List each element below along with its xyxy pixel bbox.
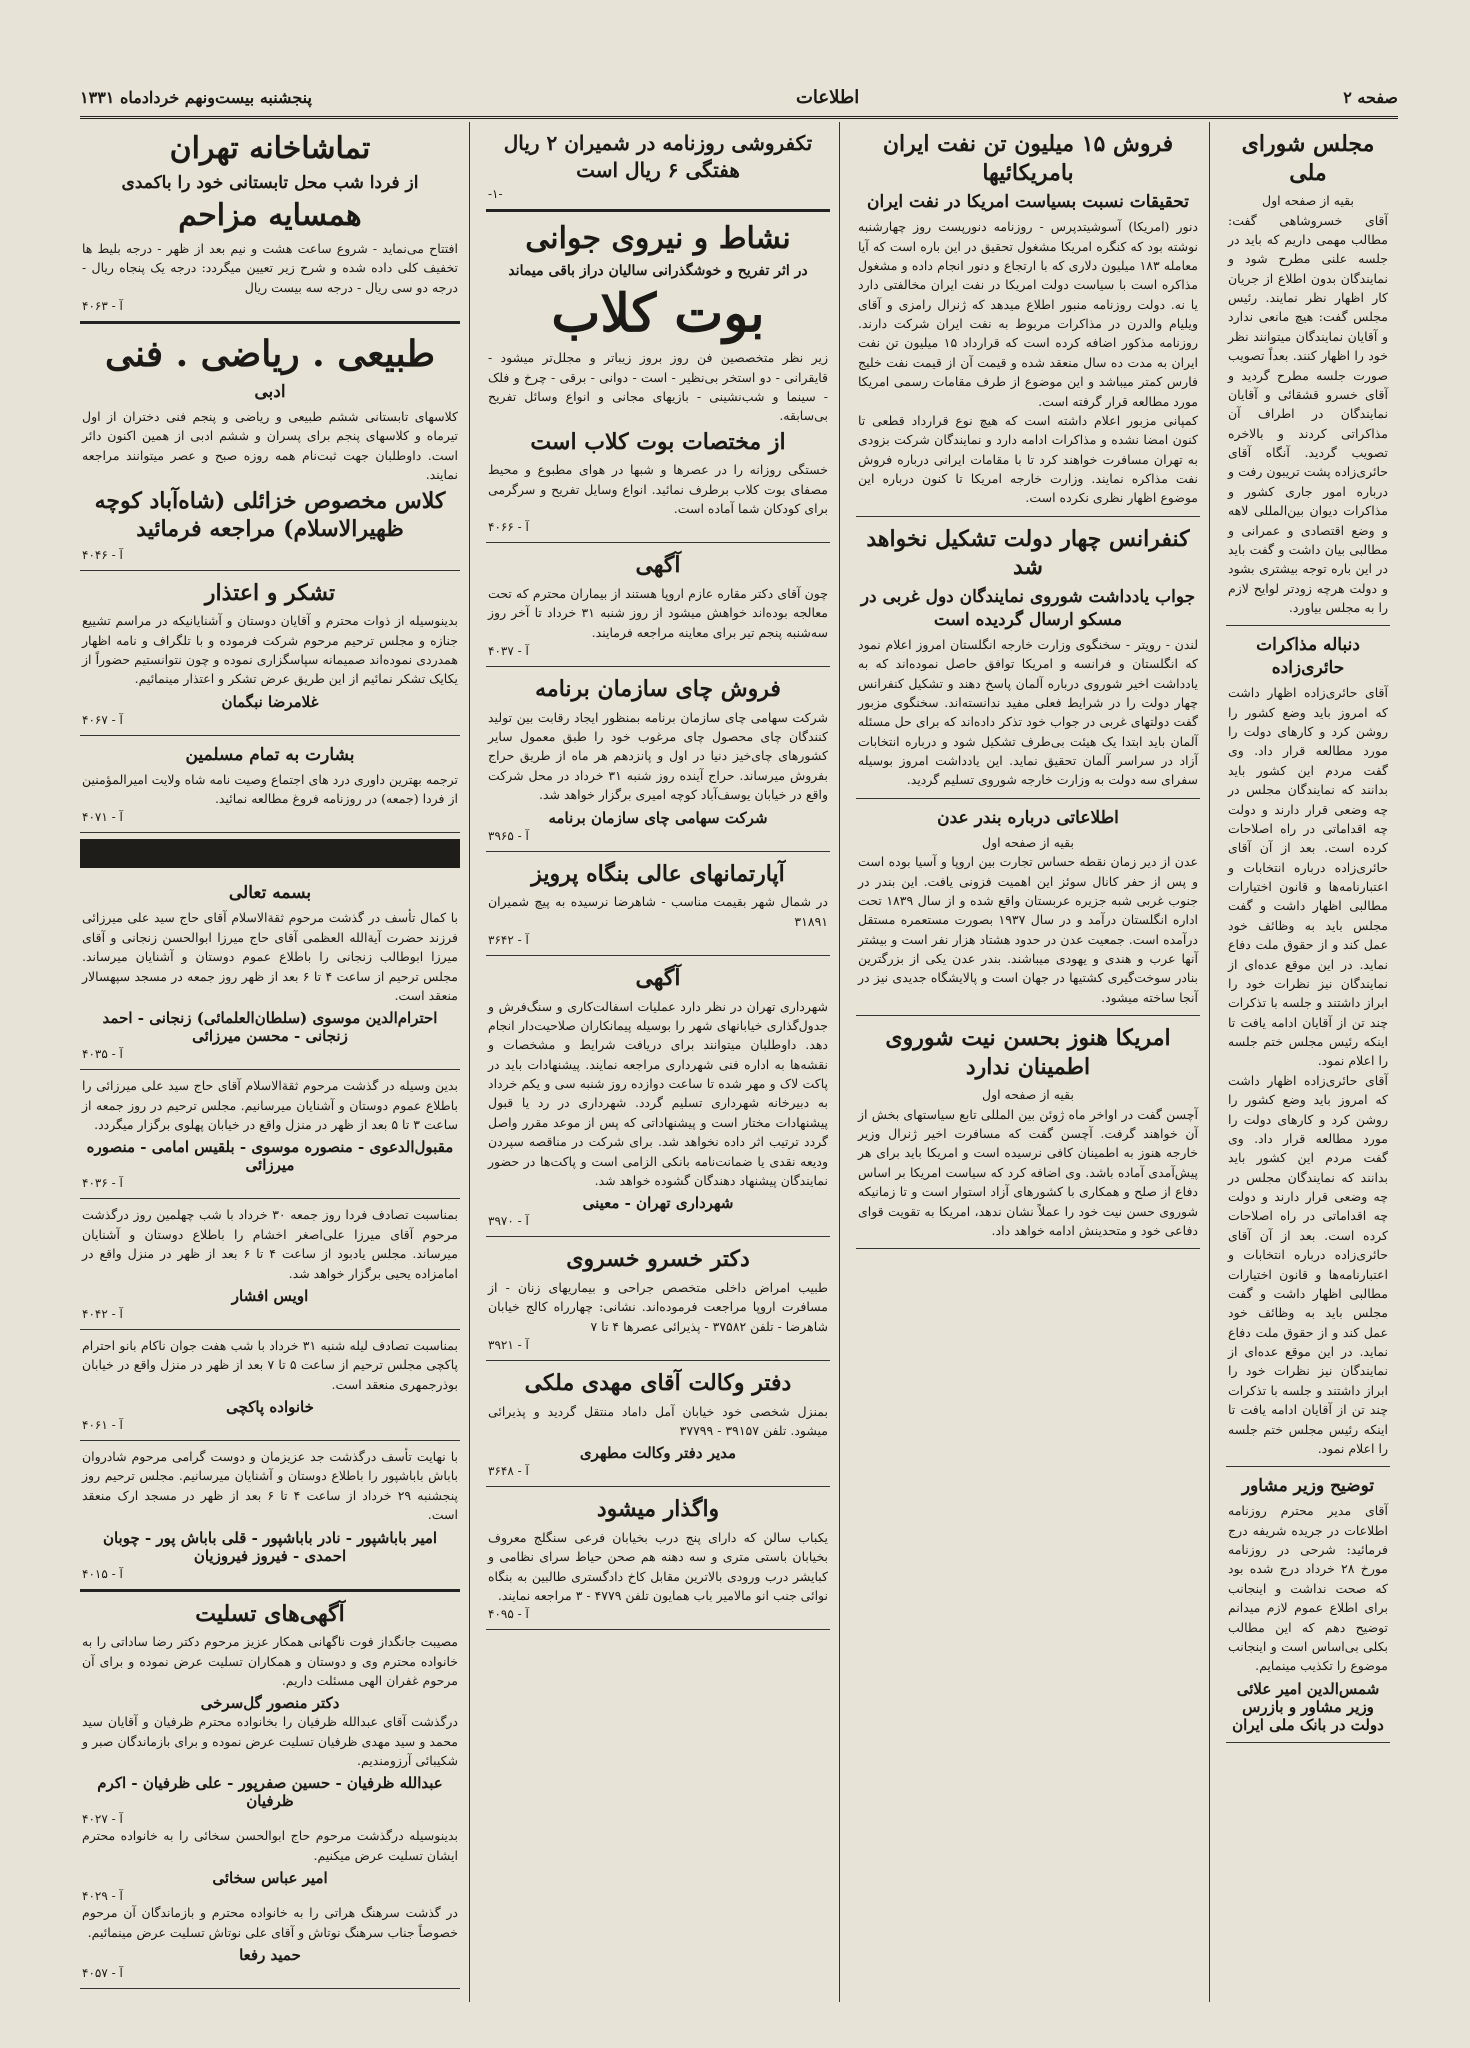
- boot-sub: در اثر تفریح و خوشگذرانی سالیان دراز باقی میماند: [508, 262, 808, 279]
- mourn-title: بسمه تعالی: [228, 883, 312, 904]
- theater-sub: از فردا شب محل تابستانی خود را باکمدی: [121, 172, 419, 193]
- news-code: آ - ۴۰۷۱: [82, 810, 123, 825]
- conference-text: لندن - رویتر - سخنگوی وزارت خارجه انگلستان امروز اعلام نمود که انگلستان و فرانسه و امریکا توافق حاصل نموده‌اند که به یادداشت اخیر شوروی درباره آلمان پاسخ دهند و تشکیل کنفرانس چهار دولت را در شرایط فعلی مفید ندانسته‌اند. سخنگوی مزبور گفت دولتهای غربی در جواب خود تذکر داده‌اند که برای حل مسئله آلمان باید ابتدا یک هیئت بی‌طرف تشکیل شود و درباره انتخابات آزاد در سراسر آلمان تحقیق نماید. این یادداشت امروز بوسیله سفرای سه دولت به وزارت خارجه شوروی تسلیم گردید.: [858, 636, 1198, 788]
- school-title: طبیعی . ریاضی . فنی: [105, 333, 435, 376]
- condolence-code-4: آ - ۴۰۵۷: [82, 1965, 123, 1980]
- condolence-code-2: آ - ۴۰۲۷: [82, 1812, 123, 1827]
- mourn2-code: آ - ۴۰۳۶: [82, 1176, 123, 1191]
- theater-text: افتتاح می‌نماید - شروع ساعت هشت و نیم بعد از ظهر - درجه بلیط ها تخفیف کلی داده شده و شرح زیر تعیین میگردد: درجه یک پنجاه ریال - درجه دو سی ریال - درجه سه بیست ریال: [82, 240, 458, 295]
- oil-subtitle: تحقیقات نسبت بسیاست امریکا در نفت ایران: [867, 192, 1189, 213]
- news-text: ترجمه بهترین داوری درد های اجتماع وصیت نامه شاه ولایت امیرالمؤمنین از فردا (جمعه) در روزنامه فروغ مطالعه نمائید.: [82, 771, 458, 807]
- page-header: [80, 82, 1398, 119]
- haeri-text: آقای حائری‌زاده اظهار داشت که امروز باید وضع کشور را روشن کرد و کارهای دولت را مورد مطالعه قرار داد. وی گفت مردم این کشور باید بدانند که نمایندگان مجلس در چه وضعی قرار دارند و دولت چه اقداماتی در راه اصلاحات کرده است. بعد از آن آقای حائری‌زاده درباره انتخابات و اعتبارنامه‌ها و قانون اختیارات مطالبی اظهار داشت و گفت مجلس باید به وظائف خود عمل کند و از حقوق ملت دفاع نماید. در این موقع عده‌ای از نمایندگان نیز نظرات خود را ابراز داشتند و جلسه با تذکرات چند تن از آقایان ادامه یافت تا اینکه رئیس مجلس ختم جلسه را اعلام نمود.: [1228, 685, 1388, 1069]
- condolence-signature-2: عبدالله ظرفیان - حسین صفرپور - علی ظرفیان - اکرم ظرفیان: [97, 1774, 443, 1811]
- school-address: کلاس مخصوص خزائلی (شاه‌آباد کوچه ظهیرالاسلام) مراجعه فرمائید: [94, 487, 446, 543]
- condolence-code-3: آ - ۴۰۲۹: [82, 1889, 123, 1904]
- doctor-title: دکتر خسرو خسروی: [566, 1246, 750, 1273]
- tea-code: آ - ۳۹۶۵: [488, 828, 529, 843]
- section-bar: [80, 839, 460, 868]
- us-soviet-title: امریکا هنوز بحسن نیت شوروی اطمینان ندارد: [885, 1025, 1171, 1080]
- aden-sub: بقیه از صفحه اول: [981, 834, 1074, 850]
- majlis-title: مجلس شورای ملی: [1241, 131, 1375, 186]
- condolence-signature-3: امیر عباس سخائی: [212, 1869, 328, 1888]
- apartment-text: در شمال شهر بقیمت مناسب - شاهرضا نرسیده به پیچ شمیران ۳۱۸۹۱: [488, 894, 828, 929]
- thanks-code: آ - ۴۰۶۷: [82, 712, 123, 727]
- tea-signature: شرکت سهامی چای سازمان برنامه: [548, 808, 768, 827]
- apartment-code: آ - ۳۶۴۲: [488, 932, 529, 947]
- issue-date: پنجشنبه بیست‌ونهم خردادماه ۱۳۳۱: [80, 87, 312, 107]
- mourn-code: آ - ۴۰۳۵: [82, 1047, 123, 1062]
- ad2-title: آگهی: [635, 964, 681, 991]
- boot-code: آ - ۴۰۶۶: [488, 520, 529, 535]
- tea-text: شرکت سهامی چای سازمان برنامه بمنظور ایجاد رقابت بین تولید کنندگان چای محصول چای مرغوب خود را طبق معمول سایر کشورهای چای‌خیز دنیا در اول و پانزدهم هر ماه از طریق حراج بفروش میرساند. حراج آینده روز شنبه ۳۱ خرداد در محل شرکت واقع در خیابان یوسف‌آباد کوچه امیری برگزار خواهد شد.: [488, 709, 828, 803]
- condolence-text-4: در گذشت سرهنگ هراتی را به خانواده محترم و بازماندگان آن مرحوم خصوصاً جناب سرهنگ نوتاش و آقای علی نوتاش تسلیت عرض مینمائیم.: [82, 1905, 458, 1940]
- rent-code: آ - ۴۰۹۵: [488, 1607, 529, 1622]
- theater-title: تماشاخانه تهران: [169, 131, 371, 166]
- column-rule: [1209, 122, 1210, 2002]
- condolence-signature-4: حمید رفعا: [239, 1945, 301, 1964]
- aden-title: اطلاعاتی درباره بندر عدن: [937, 807, 1119, 828]
- doctor-text: طبیب امراض داخلی متخصص جراحی و بیماریهای زنان - از مسافرت اروپا مراجعت فرموده‌اند. نشانی: چهارراه کالج خیابان شاهرضا - تلفن ۳۷۵۸۲ - پذیرائی عصرها ۴ تا ۷: [488, 1279, 828, 1334]
- us-soviet-sub: بقیه از صفحه اول: [981, 1087, 1074, 1103]
- boot-text: زیر نظر متخصصین فن روز بروز زیباتر و مجلل‌تر میشود - قایقرانی - دو استخر بی‌نظیر - است - دوانی - برقی - چرخ و فلک - سینما و شب‌نشینی - بازیهای مجانی و انواع وسائل تفریح بی‌سابقه.: [488, 350, 828, 424]
- boot-text-2: خستگی روزانه را در عصرها و شبها در هوای مطبوع و محیط مصفای بوت کلاب برطرف نمائید. انواع وسایل تفریح و سرگرمی برای کودکان شما آماده است.: [488, 462, 828, 517]
- doctor-code: آ - ۳۹۲۱: [488, 1338, 529, 1352]
- haeri-title: دنباله مذاکرات حائری‌زاده: [1256, 635, 1360, 679]
- oil-text-2: کمپانی مزبور اعلام داشته است که هیچ نوع قرارداد قطعی تا کنون امضا نشده و مذاکرات ادامه دارد و نمایندگان شرکت بزودی به تهران مسافرت خواهند کرد تا با مقامات ایرانی درباره فروش نفت مذاکره نمایند. وزارت خارجه امریکا تا کنون درباره این موضوع اظهار نظری نکرده است.: [858, 412, 1198, 506]
- condolence-text: مصیبت جانگداز فوت ناگهانی همکار عزیز مرحوم دکتر رضا ساداتی را به خانواده محترم وی و دوستان و همکاران تسلیت عرض نموده و برای آن مرحوم غفران الهی مسئلت داریم.: [82, 1634, 458, 1688]
- column-2: [848, 122, 1208, 2002]
- ad2-text: شهرداری تهران در نظر دارد عملیات اسفالت‌کاری و سنگ‌فرش و جدول‌گذاری خیابانهای شهر را بوسیله پیمانکاران صلاحیت‌دار انجام دهد. داوطلبان میتوانند برای دریافت شرایط و مشخصات و نقشه‌ها به اداره فنی شهرداری مراجعه نمایند. پیشنهادات باید در پاکت لاک و مهر شده تا ساعت دوازده روز شنبه سی و یکم خرداد به دبیرخانه شهرداری تسلیم گردد. شهرداری در رد یا قبول پیشنهادات مختار است و پیشنهاداتی که پس از موعد مقرر واصل گردد ترتیب اثر داده نخواهد شد. برای شرکت در مناقصه سپردن ودیعه نقدی یا ضمانت‌نامه بانکی الزامی است و پاکت‌ها در حضور نمایندگان پیشنهاد دهندگان گشوده خواهد شد.: [488, 998, 828, 1188]
- mourn5-signature: امیر باباشپور - نادر باباشپور - قلی باباش پور - چوبان احمدی - فیروز فیروزیان: [102, 1528, 438, 1565]
- conference-title: کنفرانس چهار دولت تشکیل نخواهد شد: [866, 525, 1190, 581]
- minister-text: آقای مدیر محترم روزنامه اطلاعات در جریده شریفه درج فرمائید: شرحی در روزنامه مورخ ۲۸ خرداد درج شده بود که صحت نداشت و اینجانب برای اطلاع عموم لازم میدانم توضیح دهم که این مطالب بکلی بی‌اساس است و اینجانب موضوع را تکذیب مینمایم.: [1228, 1503, 1389, 1674]
- mourn3-text: بمناسبت تصادف فردا روز جمعه ۳۰ خرداد با شب چهلمین روز درگذشت مرحوم آقای میرزا علی‌اصغر اخشام را باطلاع دوستان و آشنایان میرساند. مجلس یادبود از ساعت ۴ تا ۶ بعد از ظهر در منزل واقع در امامزاده یحیی برگزار خواهد شد.: [82, 1207, 459, 1281]
- notice-text: چون آقای دکتر مقاره عازم اروپا هستند از بیماران محترم که تحت معالجه بوده‌اند خواهش میشود از روز شنبه ۳۱ خرداد تا آخر روز سه‌شنبه پنجم تیر برای معاینه مراجعه فرمایند.: [488, 586, 828, 640]
- column-rule: [469, 122, 470, 2002]
- condolence-title: آگهی‌های تسلیت: [195, 1600, 345, 1627]
- thanks-signature: غلامرضا نبگمان: [221, 692, 319, 711]
- mourn4-text: بمناسبت تصادف لیله شنبه ۳۱ خرداد با شب هفت جوان ناکام بانو احترام پاکچی مجلس ترحیم از ساعت ۵ تا ۷ بعد از ظهر در منزل واقع در خیابان بوذرجمهری منعقد است.: [82, 1337, 458, 1392]
- mourn-text: با کمال تأسف در گذشت مرحوم ثقةالاسلام آقای حاج سید علی میرزائی فرزند حضرت آیةالله العظمی آقای حاج میرزا ابوالحسن زنجانی و آقای میرزا ابوطالب زنجانی را باطلاع عموم دوستان و آشنایان میرساند. مجلس ترحیم از ساعت ۴ تا ۶ بعد از ظهر روز جمعه در مسجد سپهسالار منعقد است.: [82, 910, 459, 1003]
- page-number: صفحه ۲: [1343, 87, 1398, 107]
- aden-text: عدن از دیر زمان نقطه حساس تجارت بین اروپا و آسیا بوده است و پس از حفر کانال سوئز این اهمیت فزونی یافت. این بندر در جنوب غربی شبه جزیره عربستان واقع شده و از سال ۱۸۳۹ تحت اداره انگلستان درآمد و در سال ۱۹۳۷ بصورت مستعمره مستقل درآمده است. جمعیت عدن در حدود هشتاد هزار نفر است و بیشتر آنها عرب و هندی و یهودی میباشند. بندر عدن یکی از بزرگترین بنادر سوخت‌گیری کشتیها در جهان است و پالایشگاه جدیدی نیز در آنجا ساخته میشود.: [858, 854, 1199, 1005]
- ad2-code: آ - ۳۹۷۰: [488, 1214, 529, 1229]
- mourn5-text: با نهایت تأسف درگذشت جد عزیزمان و دوست گرامی مرحوم شادروان باباش باباشپور را باطلاع دوستان و آشنایان میرسانیم. مجلس ترحیم روز پنجشنبه ۲۹ خرداد از ساعت ۴ تا ۶ بعد از ظهر در مسجد ارک منعقد است.: [82, 1449, 458, 1523]
- tea-title: فروش چای سازمان برنامه: [535, 676, 781, 703]
- thanks-title: تشکر و اعتذار: [204, 579, 336, 606]
- boot-title-2: از مختصات بوت کلاب است: [530, 428, 786, 455]
- law-office-title: دفتر وکالت آقای مهدی ملکی: [524, 1370, 792, 1396]
- condolence-text-3: بدینوسیله درگذشت مرحوم حاج ابوالحسن سخائی را به خانواده محترم ایشان تسلیت عرض میکنیم.: [82, 1828, 458, 1863]
- theater-code: آ - ۴۰۶۳: [82, 299, 123, 314]
- law-office-code: آ - ۳۶۴۸: [488, 1464, 529, 1479]
- column-1: [1218, 122, 1398, 2002]
- majlis-text: آقای خسروشاهی گفت: مطالب مهمی داریم که باید در جلسه علنی مطرح شود و نمایندگان بدون اطلاع از جریان کار اظهار نظر نمایند. رئیس مجلس گفت: هیچ مانعی ندارد و آقایان نمایندگان میتوانند نظر خود را اظهار کنند. بعداً تصویب صورت جلسه مطرح گردید و آقای خسرو قشقائی و آقایان نمایندگان در اطراف آن مذاکراتی کردند و بالاخره تصویب گردید. آنگاه آقای حائری‌زاده پشت تریبون رفت و درباره امور جاری کشور و مذاکرات دیوان بین‌المللی لاهه و وضع اقتصادی و عمرانی و مطالبی بیان داشت و گفت باید در این باره توجه بیشتری بشود و دولت هرچه زودتر لوایح لازم را به مجلس بیاورد.: [1228, 212, 1388, 616]
- column-rule: [839, 122, 840, 2002]
- sale-code: -۱-: [488, 187, 503, 201]
- school-code: آ - ۴۰۴۶: [82, 547, 123, 562]
- boot-club-name: بوت کلاب: [551, 283, 765, 345]
- apartment-title: آپارتمانهای عالی بنگاه پرویز: [531, 860, 785, 887]
- sale-notice: تکفروشی روزنامه در شمیران ۲ ریال هفتگی ۶ ریال است: [503, 131, 813, 182]
- mourn3-code: آ - ۴۰۴۲: [82, 1306, 123, 1321]
- law-office-signature: مدیر دفتر وکالت مطهری: [579, 1444, 737, 1463]
- rent-title: واگذار میشود: [596, 1496, 720, 1523]
- boot-title: نشاط و نیروی جوانی: [525, 221, 791, 256]
- mourn2-text: بدین وسیله در گذشت مرحوم ثقةالاسلام آقای حاج سید علی میرزائی را باطلاع عموم دوستان و آشنایان میرسانیم. مجلس ترحیم در روز جمعه از ساعت ۳ تا ۵ بعد از ظهر در منزل واقع در خیابان پهلوی برگزار میگردد.: [82, 1078, 458, 1133]
- school-sub: ادبی: [254, 382, 286, 403]
- notice-code: آ - ۴۰۳۷: [488, 644, 529, 659]
- mourn3-signature: اویس افشار: [231, 1286, 309, 1305]
- paper-name: اطلاعات: [795, 86, 860, 108]
- rent-text: یکباب سالن که دارای پنج درب بخیابان فرعی سنگلج معروف بخیابان باستی متری و سه دهنه هم صحن حیاط سرای نظامی و کبایشر درب ورودی بالاترین مقابل کاخ دادگستری طالبین به بنگاه نوائی جنب انو مالامیر باب همایون تلفن ۴۷۷۹ - ۳ مراجعه نمایند.: [488, 1529, 828, 1604]
- oil-title: فروش ۱۵ میلیون تن نفت ایران بامریکائیها: [882, 131, 1174, 186]
- news-title: بشارت به تمام مسلمین: [185, 744, 355, 765]
- majlis-sub: بقیه از صفحه اول: [1261, 193, 1354, 209]
- mourn4-signature: خانواده پاکچی: [226, 1398, 314, 1417]
- school-text: کلاسهای تابستانی ششم طبیعی و ریاضی و پنجم فنی دختران از اول تیرماه و کلاسهای پنجم برای پسران و ششم ادبی از همین اکنون دائر است. داوطلبان جهت ثبت‌نام همه روزه صبح و عصر میتوانند مراجعه نمایند.: [82, 409, 458, 483]
- thanks-text: بدینوسیله از ذوات محترم و آقایان دوستان و آشنایانیکه در مراسم تشییع جنازه و مجلس ترحیم مرحوم شرکت فرموده و با تلگراف و نامه اظهار همدردی نموده‌اند صمیمانه سپاسگزاری نموده و چون نتوانستیم حضوراً از یکایک تشکر نمائیم از این طریق عرض تشکر و اعتذار مینمائیم.: [82, 613, 458, 687]
- mourn2-signature: مقبول‌الدعوی - منصوره موسوی - بلقیس امامی - منصوره میرزائی: [86, 1138, 454, 1175]
- ad2-signature: شهرداری تهران - معینی: [582, 1194, 734, 1213]
- law-office-text: بمنزل شخصی خود خیابان آمل داماد منتقل گردید و پذیرائی میشود. تلفن ۳۹۱۵۷ - ۳۷۷۹۹: [488, 1403, 828, 1438]
- condolence-signature: دکتر منصور گل‌سرخی: [200, 1694, 340, 1713]
- theater-play: همسایه مزاحم: [178, 198, 362, 234]
- mourn5-code: آ - ۴۰۱۵: [82, 1566, 123, 1581]
- us-soviet-text: آچسن گفت در اواخر ماه ژوئن بین المللی تابع سیاستهای بخش از آن خواهند گرفت. آچسن گفت که مسافرت اخیر ژنرال وزیر خارجه هنوز به اطمینان کافی نرسیده است و امریکا باید برای هر پیش‌آمدی آماده باشد. وی اضافه کرد که سیاست امریکا بر اساس دفاع از صلح و همکاری با کشورهای آزاد استوار است و تا زمانیکه شوروی حسن نیت خود را عملاً نشان ندهد، امریکا به تقویت قوای دفاعی خود و متحدینش ادامه خواهد داد.: [858, 1106, 1198, 1238]
- mourn-signature: احترام‌الدین موسوی (سلطان‌العلمائی) زنجانی - احمد زنجانی - محسن میرزائی: [102, 1009, 438, 1046]
- minister-signature: شمس‌الدین امیر علائی وزیر مشاور و بازرس دولت در بانک ملی ایران: [1232, 1679, 1384, 1734]
- condolence-text-2: درگذشت آقای عبدالله ظرفیان را بخانواده محترم ظرفیان و آقایان سید محمد و سید مهدی ظرفیان تسلیت عرض نموده و برای بازماندگان صبر و شکیبائی آرزومندیم.: [82, 1714, 458, 1768]
- mourn4-code: آ - ۴۰۶۱: [82, 1418, 123, 1433]
- column-4: [72, 122, 468, 2002]
- notice-title: آگهی: [635, 552, 681, 579]
- conference-subtitle: جواب یادداشت شوروی نمایندگان دول غربی در مسکو ارسال گردیده است: [860, 586, 1196, 630]
- column-3: [478, 122, 838, 2002]
- haeri-text-repeat: آقای حائری‌زاده اظهار داشت که امروز باید وضع کشور را روشن کرد و کارهای دولت را مورد مطالعه قرار داد. وی گفت مردم این کشور باید بدانند که نمایندگان مجلس در چه وضعی قرار دارند و دولت چه اقداماتی در راه اصلاحات کرده است. بعد از آن آقای حائری‌زاده درباره انتخابات و اعتبارنامه‌ها و قانون اختیارات مطالبی اظهار داشت و گفت مجلس باید به وظائف خود عمل کند و از حقوق ملت دفاع نماید. در این موقع عده‌ای از نمایندگان نیز نظرات خود را ابراز داشتند و جلسه با تذکرات چند تن از آقایان ادامه یافت تا اینکه رئیس مجلس ختم جلسه را اعلام نمود.: [1228, 1072, 1388, 1456]
- oil-text: دنور (امریکا) آسوشیتدپرس - روزنامه دنورپست روز چهارشنبه نوشته بود که کنگره امریکا مشغول تحقیق در این باره است که آیا معامله ۱۸۳ میلیون دلاری که با ارتجاع و دنور انجام داده و مشغول مذاکره است با سیاست دولت امریکا در نفت ایران مخالفتی دارد یا نه. دولت روزنامه منبور اطلاع میدهد که ژنرال رامزی و آقای ویلیام والدرن در مذاکرات مربوط به نفت ایران شرکت دارند. روزنامه مذکور اضافه کرده است که قرارداد ۱۵ میلیون تن نفت ایران به مدت ده سال منعقد شده و قیمت آن از قیمت نفت خلیج فارس کمتر میباشد و این موضوع از طرف مقامات رسمی امریکا مورد مطالعه قرار گرفته است.: [858, 219, 1198, 409]
- minister-title: توضیح وزیر مشاور: [1241, 1476, 1375, 1497]
